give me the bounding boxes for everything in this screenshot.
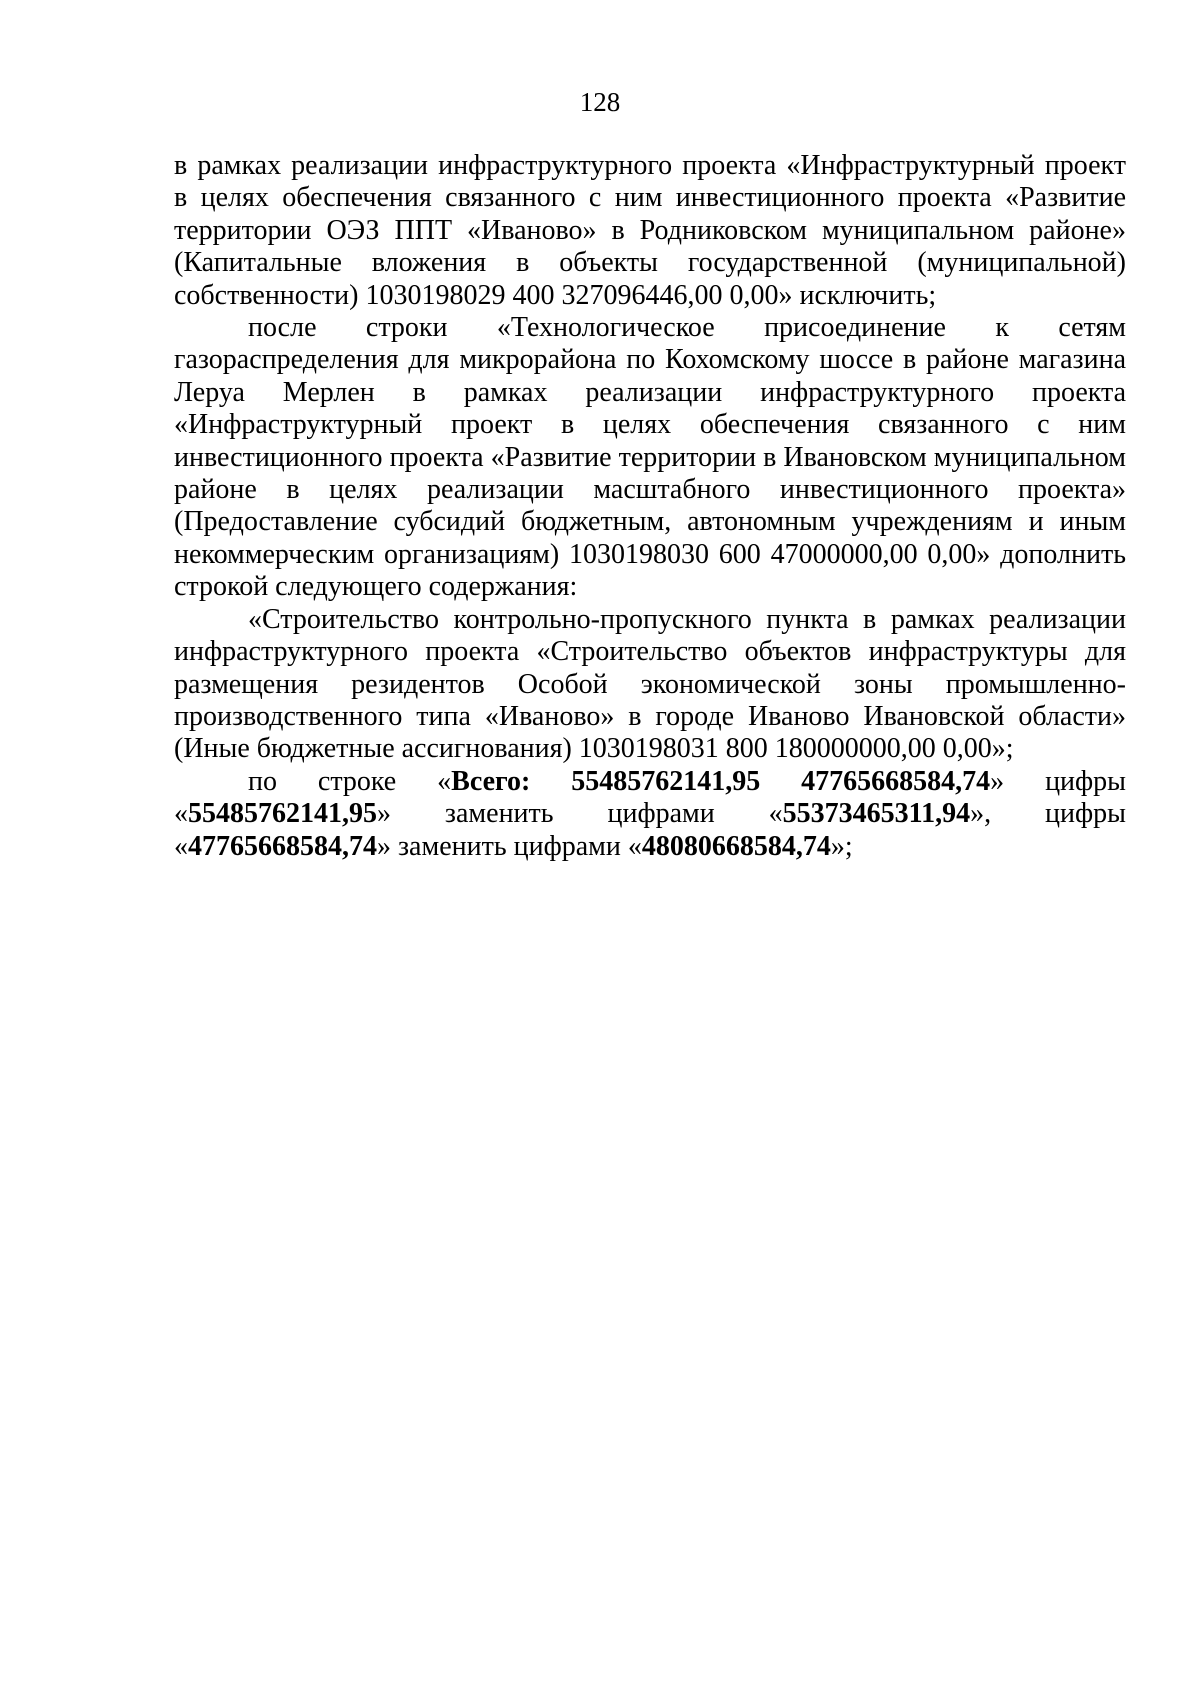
text-segment: по строке « (248, 765, 452, 797)
text-segment: », цифры « (174, 798, 1126, 862)
old-figure-1: 55485762141,95 (188, 798, 377, 830)
new-figure-1: 55373465311,94 (782, 798, 971, 830)
text-segment: » заменить цифрами « (377, 798, 783, 830)
page-number: 128 (579, 87, 621, 117)
paragraph-exclusion: в рамках реализации инфраструктурного проекта «Инфраструктурный проект в целях обеспечения связанного с ним инвестиционного проекта «Развитие территории ОЭЗ ППТ «Иваново» в Родниковском муниципальном районе» (Капитальные вложения в объекты государственной (муниципальной) собственности) 1030198029 400 327096446,00 0,00» исключить; (174, 150, 1126, 311)
total-row-label: Всего: 55485762141,95 47765668584,74 (451, 765, 991, 797)
text-segment: »; (830, 830, 853, 862)
document-body (174, 150, 1126, 863)
new-figure-2: 48080668584,74 (641, 830, 831, 862)
paragraph-new-row: «Строительство контрольно-пропускного пункта в рамках реализации инфраструктурного проекта «Строительство объектов инфраструктуры для размещения резидентов Особой экономической зоны промышленно-производственного типа «Иваново» в городе Иваново Ивановской области» (Иные бюджетные ассигнования) 1030198031 800 180000000,00 0,00»; (174, 603, 1126, 765)
paragraph-total-replacement (174, 766, 1126, 863)
text-segment: » цифры « (174, 765, 1126, 830)
paragraph-insert-after: после строки «Технологическое присоединение к сетям газораспределения для микрорайона по Кохомскому шоссе в районе магазина Леруа Мерлен в рамках реализации инфраструктурного проекта «Инфраструктурный проект в целях обеспечения связанного с ним инвестиционного проекта «Развитие территории в Ивановском муниципальном районе в целях реализации масштабного инвестиционного проекта» (Предоставление субсидий бюджетным, автономным учреждениям и иным некоммерческим организациям) 1030198030 600 47000000,00 0,00» дополнить строкой следующего содержания: (174, 312, 1126, 603)
text-segment: » заменить цифрами « (377, 830, 642, 862)
old-figure-2: 47765668584,74 (188, 830, 377, 862)
